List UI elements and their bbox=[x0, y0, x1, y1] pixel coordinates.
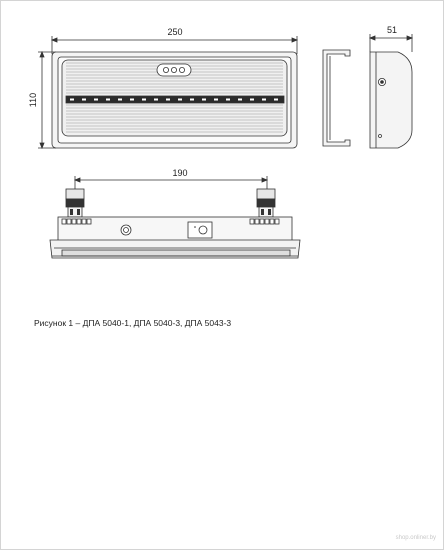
front-view bbox=[38, 36, 297, 148]
terminal-pin bbox=[270, 219, 274, 224]
mount-clip-right bbox=[257, 189, 275, 217]
led-dot bbox=[202, 99, 206, 101]
dim-depth-label: 51 bbox=[386, 25, 398, 35]
terminal-pin bbox=[250, 219, 254, 224]
led-dot bbox=[250, 99, 254, 101]
battery-mark bbox=[194, 226, 196, 228]
arrow-right bbox=[292, 38, 297, 42]
dim-mount-label: 190 bbox=[172, 168, 188, 178]
arrow-down bbox=[40, 143, 44, 148]
terminal-pin bbox=[87, 219, 91, 224]
dim-height-label: 110 bbox=[28, 92, 38, 108]
side-button-center bbox=[381, 81, 384, 84]
terminal-pin bbox=[275, 219, 279, 224]
arrow-mount-left bbox=[75, 178, 80, 182]
terminal-pin bbox=[62, 219, 66, 224]
led-dot bbox=[142, 99, 146, 101]
led-dot bbox=[178, 99, 182, 101]
mounting-bracket-profile bbox=[323, 50, 350, 146]
watermark: shop.onliner.by bbox=[395, 535, 436, 541]
terminal-pin bbox=[255, 219, 259, 224]
terminal-pin bbox=[77, 219, 81, 224]
led-dot bbox=[118, 99, 122, 101]
side-view bbox=[370, 34, 412, 148]
mount-view bbox=[50, 176, 300, 258]
led-dot bbox=[106, 99, 110, 101]
cable-entry-left-inner bbox=[124, 228, 129, 233]
arrow-depth-left bbox=[370, 36, 375, 40]
led-dot bbox=[214, 99, 218, 101]
side-screw bbox=[379, 135, 382, 138]
bracket-outline bbox=[323, 50, 350, 146]
terminal-pin bbox=[265, 219, 269, 224]
led-dot bbox=[238, 99, 242, 101]
arrow-up bbox=[40, 52, 44, 57]
led-dot bbox=[190, 99, 194, 101]
led-dot bbox=[82, 99, 86, 101]
mount-clip-left bbox=[66, 189, 84, 217]
indicator-window bbox=[157, 64, 191, 76]
led-dot bbox=[154, 99, 158, 101]
dim-width-label: 250 bbox=[167, 27, 183, 37]
battery-screw bbox=[199, 226, 207, 234]
lip-diffuser bbox=[62, 250, 290, 256]
figure-caption: Рисунок 1 – ДПА 5040-1, ДПА 5040-3, ДПА 5043-3 bbox=[34, 318, 232, 328]
led-dot bbox=[70, 99, 74, 101]
arrow-left bbox=[52, 38, 57, 42]
led-dot bbox=[226, 99, 230, 101]
led-dot bbox=[274, 99, 278, 101]
arrow-depth-right bbox=[407, 36, 412, 40]
terminal-pin bbox=[67, 219, 71, 224]
terminal-pin bbox=[82, 219, 86, 224]
led-dot bbox=[94, 99, 98, 101]
terminal-pin bbox=[72, 219, 76, 224]
arrow-mount-right bbox=[262, 178, 267, 182]
led-dot bbox=[166, 99, 170, 101]
terminal-pin bbox=[260, 219, 264, 224]
led-dot bbox=[130, 99, 134, 101]
led-dot bbox=[262, 99, 266, 101]
